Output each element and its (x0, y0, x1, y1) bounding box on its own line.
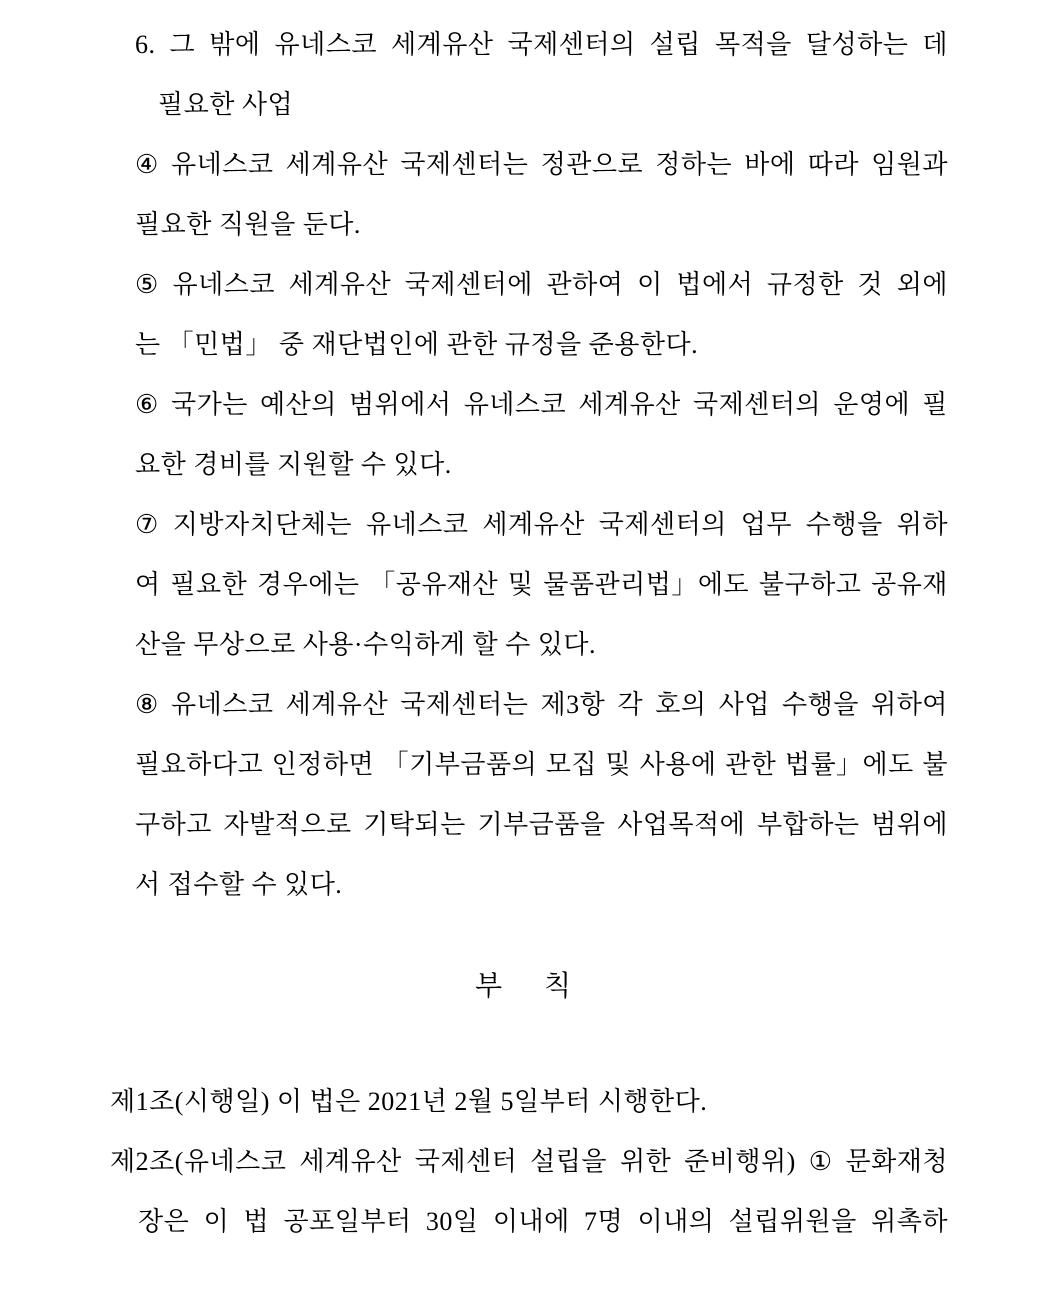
law-text-line: 6. 그 밖에 유네스코 세계유산 국제센터의 설립 목적을 달성하는 데 (135, 30, 948, 59)
law-text-line: 필요한 직원을 둔다. (135, 210, 361, 239)
law-text-line: 구하고 자발적으로 기탁되는 기부금품을 사업목적에 부합하는 범위에 (135, 810, 948, 839)
law-text-line: 필요하다고 인정하면 「기부금품의 모집 및 사용에 관한 법률」에도 불 (135, 750, 948, 779)
law-text-line: 필요한 사업 (158, 90, 294, 119)
law-text-line: 제1조(시행일) 이 법은 2021년 2월 5일부터 시행한다. (110, 1087, 708, 1116)
provisions-section (0, 15, 1046, 915)
law-text-line: ⑤ 유네스코 세계유산 국제센터에 관하여 이 법에서 규정한 것 외에 (135, 270, 948, 299)
law-text-line: 서 접수할 수 있다. (135, 870, 343, 899)
law-text-line: 제2조(유네스코 세계유산 국제센터 설립을 위한 준비행위) ① 문화재청 (110, 1147, 948, 1176)
law-text-line: 장은 이 법 공포일부터 30일 이내에 7명 이내의 설립위원을 위촉하 (138, 1207, 948, 1236)
law-text-line: 산을 무상으로 사용·수익하게 할 수 있다. (135, 630, 597, 659)
law-text-line: ⑦ 지방자치단체는 유네스코 세계유산 국제센터의 업무 수행을 위하 (135, 510, 948, 539)
law-text-line: 는 「민법」 중 재단법인에 관한 규정을 준용한다. (135, 330, 699, 359)
law-text-line: 여 필요한 경우에는 「공유재산 및 물품관리법」에도 불구하고 공유재 (135, 570, 948, 599)
law-text-line: ⑧ 유네스코 세계유산 국제센터는 제3항 각 호의 사업 수행을 위하여 (135, 690, 948, 719)
addendum-section (0, 1072, 1046, 1252)
law-text-line: ④ 유네스코 세계유산 국제센터는 정관으로 정하는 바에 따라 임원과 (135, 150, 948, 179)
law-text-line: ⑥ 국가는 예산의 범위에서 유네스코 세계유산 국제센터의 운영에 필 (135, 390, 948, 419)
law-text-line: 요한 경비를 지원할 수 있다. (135, 450, 452, 479)
addendum-heading: 부 칙 (474, 971, 572, 1002)
